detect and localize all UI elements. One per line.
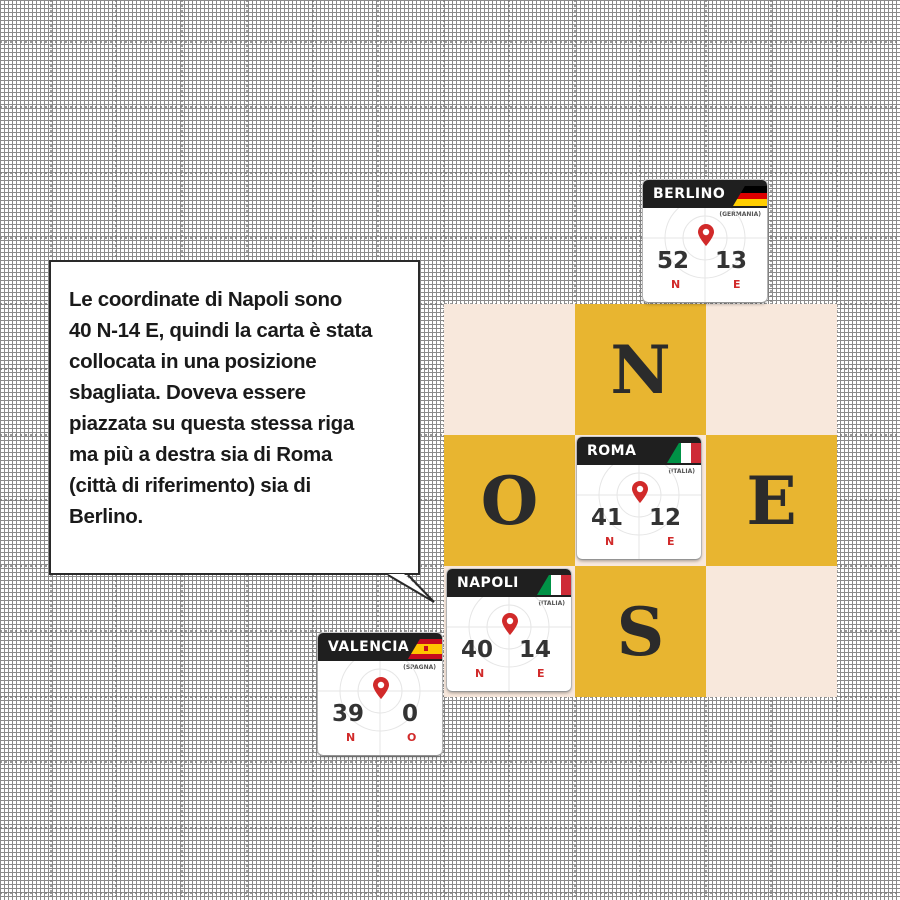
- east-cell: [706, 435, 837, 566]
- explanation-line: collocata in una posizione: [69, 350, 317, 373]
- longitude-value: 0: [402, 701, 419, 727]
- longitude-dir: E: [667, 535, 675, 548]
- explanation-line: Le coordinate di Napoli sono: [69, 288, 342, 311]
- bubble-tail: [370, 560, 450, 610]
- latitude-value: 40: [461, 637, 494, 663]
- east-letter: E: [746, 461, 797, 540]
- explanation-line: ma più a destra sia di Roma: [69, 443, 333, 466]
- explanation-bubble: [49, 260, 420, 575]
- explanation-line: 40 N-14 E, quindi la carta è stata: [69, 319, 373, 342]
- longitude-dir: O: [407, 731, 417, 744]
- latitude-value: 52: [657, 248, 690, 274]
- card-roma[interactable]: [577, 437, 701, 559]
- north-cell: [575, 304, 706, 435]
- card-valencia[interactable]: [318, 633, 442, 755]
- explanation-line: piazzata su questa stessa riga: [69, 412, 354, 435]
- longitude-value: 12: [649, 505, 682, 531]
- location-pin-icon: [632, 481, 648, 503]
- card-country: (SPAGNA): [403, 664, 436, 671]
- board-cell: [444, 304, 575, 435]
- west-letter: O: [480, 461, 539, 540]
- card-napoli[interactable]: [447, 569, 571, 691]
- explanation-line: sbagliata. Doveva essere: [69, 381, 306, 404]
- location-pin-icon: [698, 224, 714, 246]
- west-cell: [444, 435, 575, 566]
- card-city-name: VALENCIA: [318, 633, 442, 661]
- card-country: (ITALIA): [538, 600, 565, 607]
- south-cell: [575, 566, 706, 697]
- explanation-line: (città di riferimento) sia di: [69, 474, 311, 497]
- latitude-dir: N: [475, 667, 485, 680]
- south-letter: S: [616, 592, 665, 671]
- board-cell: [706, 566, 837, 697]
- latitude-value: 41: [591, 505, 624, 531]
- card-country: (ITALIA): [668, 468, 695, 475]
- latitude-dir: N: [346, 731, 356, 744]
- card-city-name: BERLINO: [643, 180, 767, 208]
- longitude-dir: E: [733, 278, 741, 291]
- longitude-value: 14: [519, 637, 552, 663]
- longitude-value: 13: [715, 248, 748, 274]
- location-pin-icon: [502, 613, 518, 635]
- card-city-name: NAPOLI: [447, 569, 571, 597]
- card-country: (GERMANIA): [719, 211, 761, 218]
- card-berlino[interactable]: [643, 180, 767, 302]
- latitude-dir: N: [671, 278, 681, 291]
- latitude-dir: N: [605, 535, 615, 548]
- north-letter: N: [610, 330, 671, 409]
- longitude-dir: E: [537, 667, 545, 680]
- board-cell: [706, 304, 837, 435]
- location-pin-icon: [373, 677, 389, 699]
- latitude-value: 39: [332, 701, 365, 727]
- explanation-text: [69, 284, 414, 532]
- card-city-name: ROMA: [577, 437, 701, 465]
- explanation-line: Berlino.: [69, 505, 143, 528]
